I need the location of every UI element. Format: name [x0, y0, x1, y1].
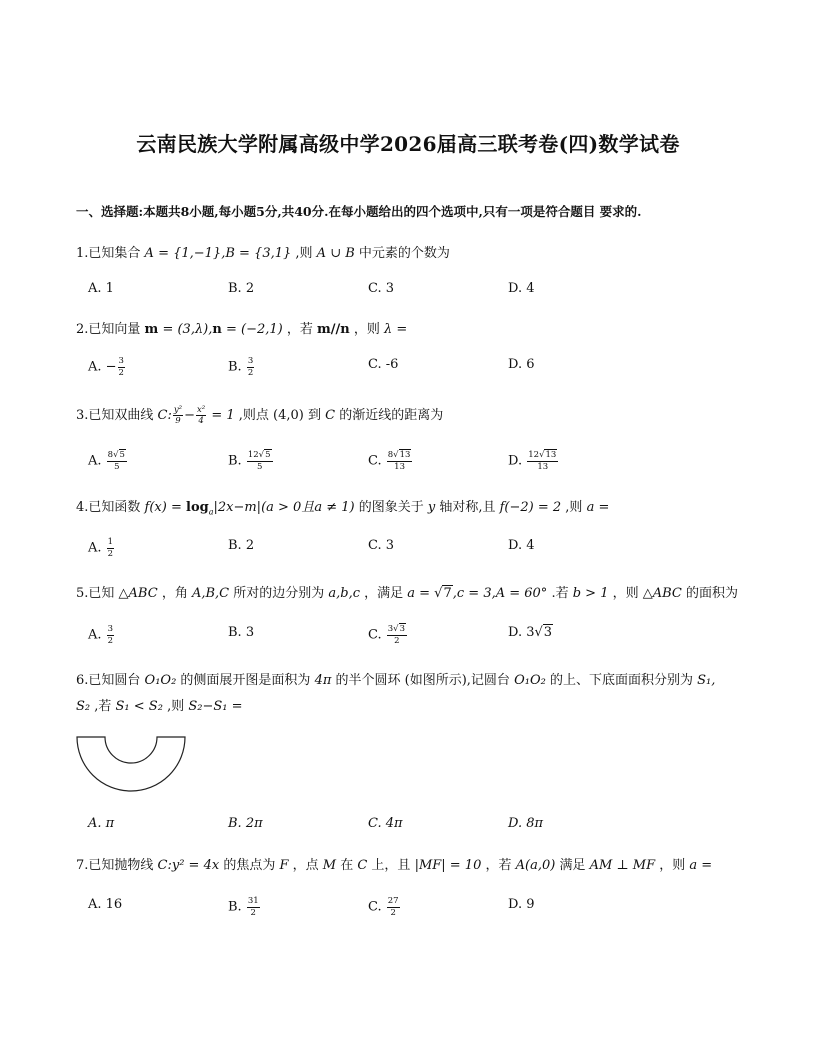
question-7: 7.已知抛物线 C:y² = 4x 的焦点为 F ，点 M 在 C 上，且 |MF| = 10 ，若 A(a,0) 满足 AM ⊥ MF ，则 a = [76, 858, 713, 873]
option-c[interactable]: C. -6 [368, 357, 399, 372]
fraction: $\frac{3√3}{2}$ [387, 624, 406, 646]
question-2: 2.已知向量 m = (3,λ),n = (−2,1) ，若 m//n ，则 λ = [76, 322, 408, 337]
fraction: $\frac{8√5}{5}$ [107, 450, 125, 472]
fraction: $\frac{\text{x²}}{4}$ [197, 404, 206, 426]
option-a[interactable]: A. $\frac{1}{2}$ [88, 537, 114, 559]
half-annulus-figure [76, 734, 188, 794]
option-d[interactable]: D. 8π [508, 816, 544, 831]
option-c[interactable]: C. $\frac{3√3}{2}$ [368, 624, 406, 646]
question-5: 5.已知 △ABC ，角 A,B,C 所对的边分别为 a,b,c ，满足 a = √7,c = 3,A = 60° .若 b > 1 ，则 △ABC 的面积为 [76, 586, 739, 601]
question-4: 4.已知函数 $f(x) = \log_a|2x-m|(a > 0$且a ≠ 1) 的图象关于 y 轴对称,且 f(−2) = 2 ,则 a = [76, 500, 610, 517]
fraction: $\frac{31}{2}$ [247, 896, 259, 918]
option-d[interactable]: D. 6 [508, 357, 535, 372]
fraction: $\frac{8√13}{13}$ [387, 450, 411, 472]
option-a[interactable]: A. $\frac{8√5}{5}$ [88, 450, 125, 472]
option-c[interactable]: C. 4π [368, 816, 403, 831]
section-heading: 一、选择题:本题共8小题,每小题5分,共40分.在每小题给出的四个选项中,只有一项是符合题目 要求的. [76, 204, 642, 219]
option-d[interactable]: D. 3√3 [508, 625, 553, 640]
option-a[interactable]: A. π [88, 816, 115, 831]
question-1: 1.已知集合 A = {1,−1},B = {3,1} ,则 A ∪ B 中元素的个数为 [76, 246, 450, 261]
option-b[interactable]: B. $\frac{12√5}{5}$ [228, 450, 271, 472]
option-a[interactable]: A. − $\frac{3}{2}$ [88, 356, 124, 378]
option-c[interactable]: C. $\frac{8√13}{13}$ [368, 450, 411, 472]
option-b[interactable]: B. 2π [228, 816, 263, 831]
option-d[interactable]: D. 4 [508, 281, 535, 296]
option-b[interactable]: B. 3 [228, 625, 255, 640]
half-annulus-shape [77, 737, 185, 791]
fraction: $\frac{3}{2}$ [107, 624, 114, 646]
fraction: $\frac{3}{2}$ [247, 356, 254, 378]
question-2-options [88, 357, 688, 381]
option-a[interactable]: A. 16 [88, 897, 123, 912]
page-title: 云南民族大学附属高级中学2026届高三联考卷(四)数学试卷 [136, 132, 680, 156]
question-7-options [88, 897, 688, 921]
option-b[interactable]: B. 2 [228, 281, 255, 296]
option-c[interactable]: C. 3 [368, 538, 395, 553]
fraction: $\frac{27}{2}$ [387, 896, 399, 918]
option-c[interactable]: C. $\frac{27}{2}$ [368, 896, 399, 918]
question-6-options [88, 816, 688, 840]
fraction: $\frac{12√5}{5}$ [247, 450, 271, 472]
option-d[interactable]: D. 4 [508, 538, 535, 553]
fraction: $\frac{12√13}{13}$ [528, 450, 557, 472]
option-d[interactable]: D. $\frac{12√13}{13}$ [508, 450, 557, 472]
option-a[interactable]: A. 1 [88, 281, 114, 296]
fraction: $\frac{1}{2}$ [107, 537, 114, 559]
option-b[interactable]: B. 2 [228, 538, 255, 553]
option-b[interactable]: B. $\frac{3}{2}$ [228, 356, 254, 378]
question-3: 3.已知双曲线 C: $\frac{\text{y²}}{9}$ − $\frac{\text{x²}}{4}$ = 1 ,则点 (4,0) 到 C 的渐近线的距离为 [76, 404, 444, 426]
question-5-options [88, 625, 688, 649]
fraction: $\frac{3}{2}$ [118, 356, 124, 378]
question-4-options [88, 538, 688, 562]
fraction: $\frac{\text{y²}}{9}$ [173, 404, 183, 426]
option-d[interactable]: D. 9 [508, 897, 535, 912]
question-6: 6.已知圆台 O₁O₂ 的侧面展开图是面积为 4π 的半个圆环 (如图所示),记圆台 O₁O₂ 的上、下底面面积分别为 S₁, S₂ ,若 S₁ < S₂ ,则 S₂−S₁ = [76, 673, 716, 714]
question-3-options [88, 451, 688, 475]
option-b[interactable]: B. $\frac{31}{2}$ [228, 896, 259, 918]
question-1-options [88, 281, 688, 305]
option-a[interactable]: A. $\frac{3}{2}$ [88, 624, 114, 646]
option-c[interactable]: C. 3 [368, 281, 395, 296]
